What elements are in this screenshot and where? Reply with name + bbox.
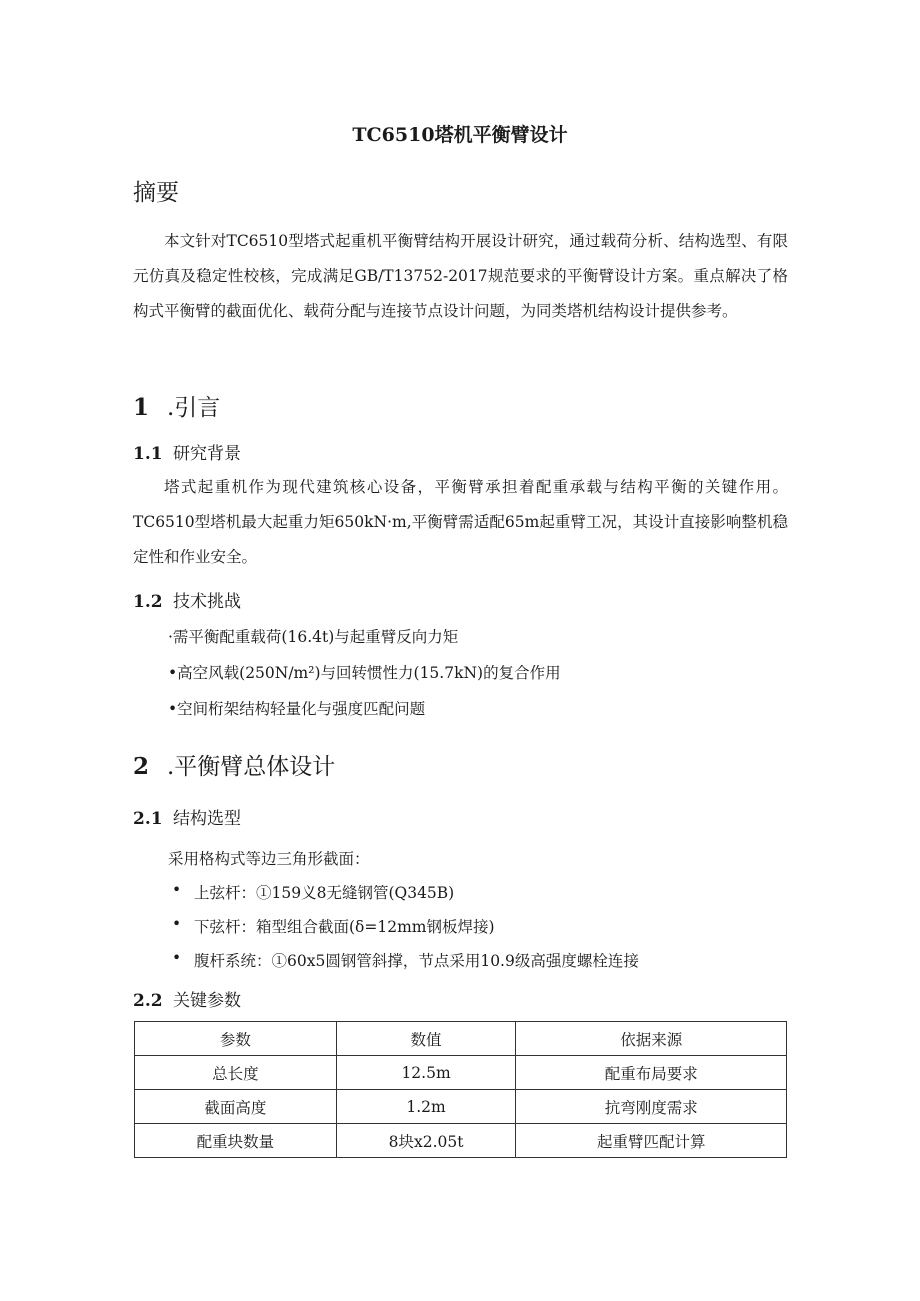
section-2-2-heading [133,986,241,1011]
section-1-2-title: 技术挑战 [173,592,241,612]
challenge-item: •空间桁架结构轻量化与强度匹配问题 [168,700,426,718]
table-header-cell: 依据来源 [516,1022,787,1056]
abstract-text: 本文针对TC6510型塔式起重机平衡臂结构开展设计研究，通过载荷分析、结构选型、有限元仿真及稳定性校核，完成满足GB/T13752-2017规范要求的平衡臂设计方案。重点解决了格构式平衡臂的截面优化、载荷分配与连接节点设计问题，为同类塔机结构设计提供参考。 [133,232,788,320]
section-2-heading [133,748,335,781]
structure-intro: 采用格构式等边三角形截面： [168,850,370,868]
section-1-2-heading [133,587,241,612]
section-2-title: .平衡臂总体设计 [167,754,336,780]
section-1-2-number: 1.2 [133,592,163,612]
table-row [135,1090,787,1124]
section-2-1-heading [133,804,241,829]
background-text: 塔式起重机作为现代建筑核心设备，平衡臂承担着配重承载与结构平衡的关键作用。TC6510型塔机最大起重力矩650kN·m,平衡臂需适配65m起重臂工况，其设计直接影响整机稳定性和作业安全。 [133,478,788,566]
parameters-table [134,1021,787,1158]
bullet-dot: • [172,949,182,967]
section-1-heading [133,389,220,422]
structure-item-text: 腹杆系统：①60x5圆钢管斜撑，节点采用10.9级高强度螺栓连接 [194,952,639,970]
structure-item [172,915,495,937]
bullet-dot: • [172,915,182,933]
table-row [135,1056,787,1090]
section-2-number: 2 [133,753,150,780]
section-1-1-heading [133,439,241,464]
structure-item [172,949,639,971]
page-title: TC6510塔机平衡臂设计 [352,124,568,146]
table-header-cell: 数值 [336,1022,516,1056]
challenge-item: •高空风载(250N/m²)与回转惯性力(15.7kN)的复合作用 [168,664,561,682]
table-cell: 总长度 [135,1056,337,1090]
table-cell: 抗弯刚度需求 [516,1090,787,1124]
structure-item-text: 上弦杆：①159义8无缝钢管(Q345B) [194,884,455,902]
table-cell: 1.2m [336,1090,516,1124]
table-cell: 起重臂匹配计算 [516,1124,787,1158]
structure-item [172,881,455,903]
section-2-1-number: 2.1 [133,809,163,829]
structure-item-text: 下弦杆：箱型组合截面(δ=12mm钢板焊接) [194,918,495,936]
table-row [135,1124,787,1158]
section-2-2-title: 关键参数 [173,991,241,1011]
section-2-1-title: 结构选型 [173,809,241,829]
table-cell: 12.5m [336,1056,516,1090]
section-1-title: .引言 [167,395,221,421]
challenge-item: ·需平衡配重载荷(16.4t)与起重臂反向力矩 [168,628,459,646]
section-1-1-title: 研究背景 [173,444,241,464]
table-header-row [135,1022,787,1056]
bullet-dot: • [172,881,182,899]
section-1-number: 1 [133,394,150,421]
table-cell: 配重块数量 [135,1124,337,1158]
section-1-1-number: 1.1 [133,444,163,464]
table-cell: 配重布局要求 [516,1056,787,1090]
section-2-2-number: 2.2 [133,991,163,1011]
abstract-heading: 摘要 [133,180,179,206]
table-header-cell: 参数 [135,1022,337,1056]
table-cell: 8块x2.05t [336,1124,516,1158]
table-cell: 截面高度 [135,1090,337,1124]
